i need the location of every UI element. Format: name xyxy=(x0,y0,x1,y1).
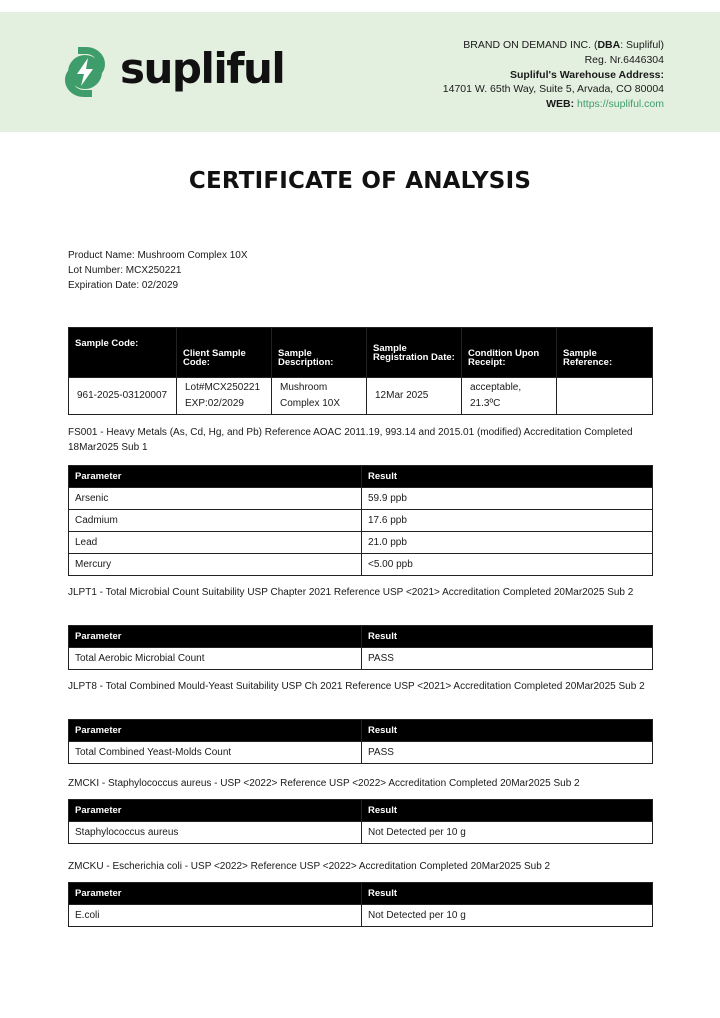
result-cell: 17.6 ppb xyxy=(362,510,653,532)
header-result: Result xyxy=(362,800,653,822)
method-yeast-mold: JLPT8 - Total Combined Mould-Yeast Suitability USP Ch 2021 Reference USP <2021> Accreditation Completed 20Mar2025 Sub 2 xyxy=(68,681,645,692)
supliful-bolt-logo-icon xyxy=(64,46,106,98)
table-row xyxy=(69,648,653,670)
company-info xyxy=(443,38,664,112)
result-cell: Not Detected per 10 g xyxy=(362,905,653,927)
table-row xyxy=(69,510,653,532)
table-header xyxy=(69,883,653,905)
table-row xyxy=(69,822,653,844)
sample-reference-value xyxy=(557,378,653,415)
header-parameter: Parameter xyxy=(69,626,362,648)
parameter-cell: Total Combined Yeast-Molds Count xyxy=(69,742,362,764)
product-info xyxy=(68,249,248,293)
header-parameter: Parameter xyxy=(69,466,362,488)
sample-table-row xyxy=(69,378,653,415)
results-table-heavy-metals xyxy=(68,465,653,576)
table-row xyxy=(69,554,653,576)
header-result: Result xyxy=(362,883,653,905)
table-header xyxy=(69,626,653,648)
parameter-cell: Staphylococcus aureus xyxy=(69,822,362,844)
result-cell: 59.9 ppb xyxy=(362,488,653,510)
header-result: Result xyxy=(362,466,653,488)
table-header xyxy=(69,720,653,742)
expiration-date: Expiration Date: 02/2029 xyxy=(68,279,179,291)
sample-table-header xyxy=(69,328,653,378)
company-name-line: BRAND ON DEMAND INC. (DBA: Supliful) xyxy=(463,39,664,51)
condition-value: acceptable, 21.3ºC xyxy=(462,378,557,415)
header-registration-date: Sample Registration Date: xyxy=(367,328,462,378)
header-band xyxy=(0,12,720,132)
method-total-microbial: JLPT1 - Total Microbial Count Suitability USP Chapter 2021 Reference USP <2021> Accreditation Completed 20Mar2025 Sub 2 xyxy=(68,587,634,598)
table-row xyxy=(69,742,653,764)
table-row xyxy=(69,488,653,510)
header-sample-code: Sample Code: xyxy=(69,328,177,378)
table-header xyxy=(69,466,653,488)
warehouse-address: 14701 W. 65th Way, Suite 5, Arvada, CO 80004 xyxy=(442,83,664,96)
result-cell: Not Detected per 10 g xyxy=(362,822,653,844)
parameter-cell: Lead xyxy=(69,532,362,554)
logo-wordmark: supliful xyxy=(120,44,285,93)
result-cell: <5.00 ppb xyxy=(362,554,653,576)
header-parameter: Parameter xyxy=(69,720,362,742)
registration-date-value: 12Mar 2025 xyxy=(367,378,462,415)
header-sample-reference: Sample Reference: xyxy=(557,328,653,378)
header-parameter: Parameter xyxy=(69,800,362,822)
product-name: Product Name: Mushroom Complex 10X xyxy=(68,250,248,261)
result-cell: 21.0 ppb xyxy=(362,532,653,554)
sample-description-value: Mushroom Complex 10X xyxy=(272,378,367,415)
supliful-logo xyxy=(64,46,284,98)
lot-number: Lot Number: MCX250221 xyxy=(68,264,182,276)
method-heavy-metals: FS001 - Heavy Metals (As, Cd, Hg, and Pb) Reference AOAC 2011.19, 993.14 and 2015.01 (modified) Accreditation Completed 18Mar2025 Sub 1 xyxy=(68,427,633,453)
parameter-cell: Mercury xyxy=(69,554,362,576)
client-sample-code-value: Lot#MCX250221 EXP:02/2029 xyxy=(177,378,272,415)
header-parameter: Parameter xyxy=(69,883,362,905)
table-row xyxy=(69,905,653,927)
result-cell: PASS xyxy=(362,648,653,670)
registration-number: Reg. Nr.6446304 xyxy=(584,53,664,66)
sample-code-value: 961-2025-03120007 xyxy=(69,378,177,415)
sample-table xyxy=(68,327,653,415)
warehouse-label: Supliful's Warehouse Address: xyxy=(510,68,664,81)
results-table-yeast-mold xyxy=(68,719,653,764)
header-client-sample-code: Client Sample Code: xyxy=(177,328,272,378)
header-result: Result xyxy=(362,720,653,742)
parameter-cell: Arsenic xyxy=(69,488,362,510)
parameter-cell: Cadmium xyxy=(69,510,362,532)
parameter-cell: E.coli xyxy=(69,905,362,927)
website-link[interactable]: https://supliful.com xyxy=(577,98,664,111)
parameter-cell: Total Aerobic Microbial Count xyxy=(69,648,362,670)
method-e-coli: ZMCKU - Escherichia coli - USP <2022> Reference USP <2022> Accreditation Completed 20Mar2025 Sub 2 xyxy=(68,861,551,872)
document-title: CERTIFICATE OF ANALYSIS xyxy=(188,168,532,194)
result-cell: PASS xyxy=(362,742,653,764)
header-result: Result xyxy=(362,626,653,648)
web-line: WEB: https://supliful.com xyxy=(546,98,664,111)
table-row xyxy=(69,532,653,554)
header-sample-description: Sample Description: xyxy=(272,328,367,378)
header-condition-upon-receipt: Condition Upon Receipt: xyxy=(462,328,557,378)
results-table-e-coli xyxy=(68,882,653,927)
method-staphylococcus: ZMCKI - Staphylococcus aureus - USP <2022> Reference USP <2022> Accreditation Completed 20Mar2025 Sub 2 xyxy=(68,778,580,789)
results-table-total-microbial xyxy=(68,625,653,670)
table-header xyxy=(69,800,653,822)
results-table-staphylococcus xyxy=(68,799,653,844)
